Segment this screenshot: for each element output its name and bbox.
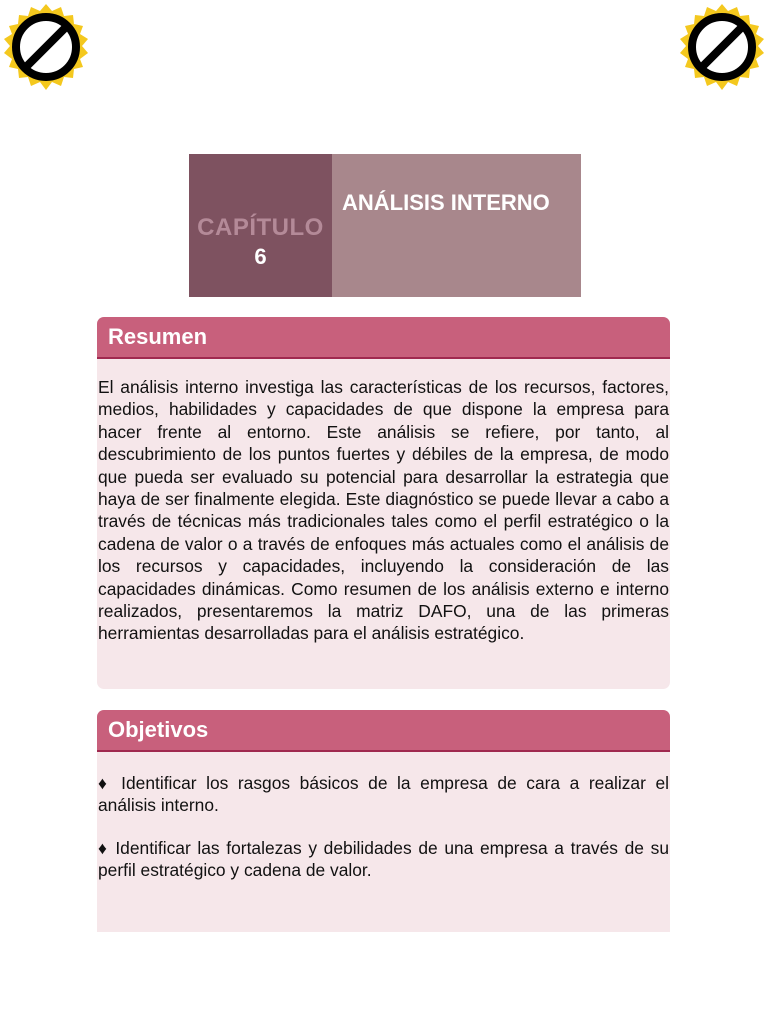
summary-section — [97, 317, 670, 689]
summary-header — [97, 317, 670, 359]
no-entry-badge-icon — [676, 2, 768, 94]
no-entry-badge-icon — [0, 2, 92, 94]
objective-item: ♦ Identificar los rasgos básicos de la empresa de cara a realizar el análisis interno. — [98, 773, 669, 816]
chapter-number: 6 — [254, 244, 267, 269]
summary-text: El análisis interno investiga las características de los recursos, factores, medios, habilidades y capacidades de que dispone la empresa para hacer frente al entorno. Este análisis se refiere, por tanto, al descubrimiento de los puntos fuertes y débiles de la empresa, de modo que pueda ser evaluado su potencial para desarrollar la estrategia que haya de ser finalmente elegida. Este diagnóstico se puede llevar a cabo a través de técnicas más tradicionales tales como el perfil estratégico o la cadena de valor o a través de enfoques más actuales como el análisis de los recursos y capacidades, incluyendo la consideración de las capacidades dinámicas. Como resumen de los análisis externo e interno realizados, presentaremos la matriz DAFO, una de las primeras herramientas desarrolladas para el análisis estratégico. — [98, 377, 669, 644]
objectives-header — [97, 710, 670, 752]
chapter-number-block — [189, 154, 332, 297]
chapter-title-block — [332, 154, 581, 297]
summary-heading: Resumen — [108, 324, 208, 349]
objective-item: ♦ Identificar las fortalezas y debilidades de una empresa a través de su perfil estratégico y cadena de valor. — [98, 837, 669, 881]
objectives-section — [97, 710, 670, 932]
chapter-banner — [189, 154, 581, 297]
chapter-title: ANÁLISIS INTERNO — [342, 190, 550, 215]
chapter-label: CAPÍTULO — [197, 214, 324, 241]
objectives-heading: Objetivos — [108, 717, 209, 742]
